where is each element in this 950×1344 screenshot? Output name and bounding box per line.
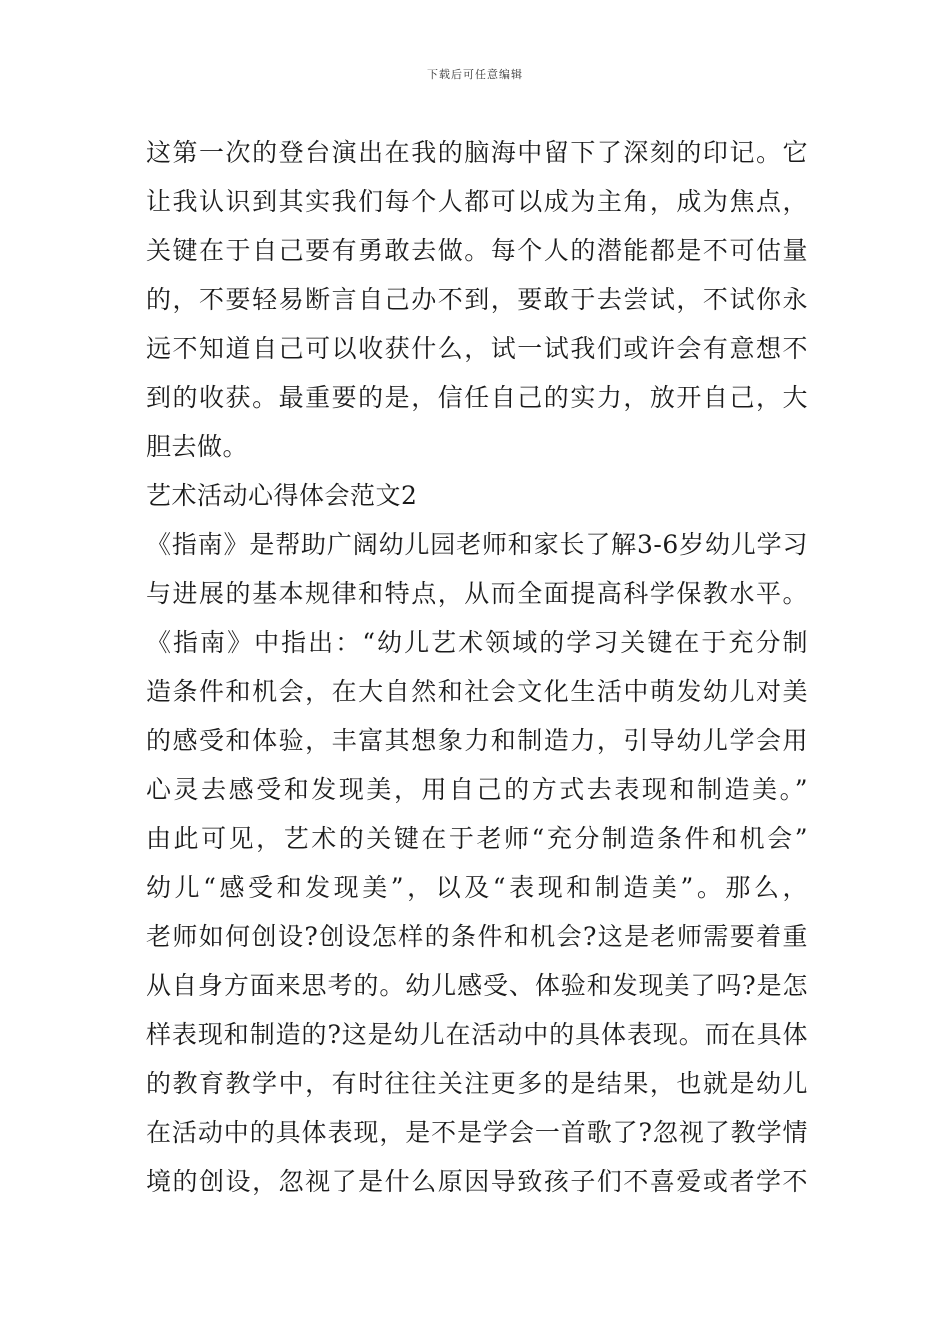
text-line: 与进展的基本规律和特点，从而全面提高科学保教水平。 xyxy=(146,579,808,608)
text-line: 的教育教学中，有时往往关注更多的是结果，也就是幼儿 xyxy=(146,1069,808,1098)
text-line: 让我认识到其实我们每个人都可以成为主角，成为焦点， xyxy=(146,187,808,216)
section-heading: 艺术活动心得体会范文2 xyxy=(146,481,418,510)
text-line: 幼儿“感受和发现美”，以及“表现和制造美”。那么， xyxy=(146,873,808,902)
text-line: 心灵去感受和发现美，用自己的方式去表现和制造美。” xyxy=(146,775,808,804)
text-line: 《指南》中指出：“幼儿艺术领域的学习关键在于充分制 xyxy=(146,628,808,657)
text-line: 胆去做。 xyxy=(146,432,249,461)
text-line: 的，不要轻易断言自己办不到，要敢于去尝试，不试你永 xyxy=(146,285,808,314)
text-line: 《指南》是帮助广阔幼儿园老师和家长了解3-6岁幼儿学习 xyxy=(146,530,808,559)
text-line: 这第一次的登台演出在我的脑海中留下了深刻的印记。它 xyxy=(146,138,808,167)
text-line: 在活动中的具体表现，是不是学会一首歌了?忽视了教学情 xyxy=(146,1118,808,1147)
text-line: 从自身方面来思考的。幼儿感受、体验和发现美了吗?是怎 xyxy=(146,971,808,1000)
text-line: 由此可见，艺术的关键在于老师“充分制造条件和机会” xyxy=(146,824,808,853)
document-body xyxy=(146,128,808,1206)
text-line: 到的收获。最重要的是，信任自己的实力，放开自己，大 xyxy=(146,383,808,412)
text-line: 老师如何创设?创设怎样的条件和机会?这是老师需要着重 xyxy=(146,922,808,951)
text-line: 的感受和体验，丰富其想象力和制造力，引导幼儿学会用 xyxy=(146,726,808,755)
text-line: 样表现和制造的?这是幼儿在活动中的具体表现。而在具体 xyxy=(146,1020,808,1049)
text-line: 境的创设，忽视了是什么原因导致孩子们不喜爱或者学不 xyxy=(146,1167,808,1196)
text-line: 造条件和机会，在大自然和社会文化生活中萌发幼儿对美 xyxy=(146,677,808,706)
header-note: 下载后可任意编辑 xyxy=(427,68,523,81)
text-line: 关键在于自己要有勇敢去做。每个人的潜能都是不可估量 xyxy=(146,236,808,265)
text-line: 远不知道自己可以收获什么，试一试我们或许会有意想不 xyxy=(146,334,808,363)
